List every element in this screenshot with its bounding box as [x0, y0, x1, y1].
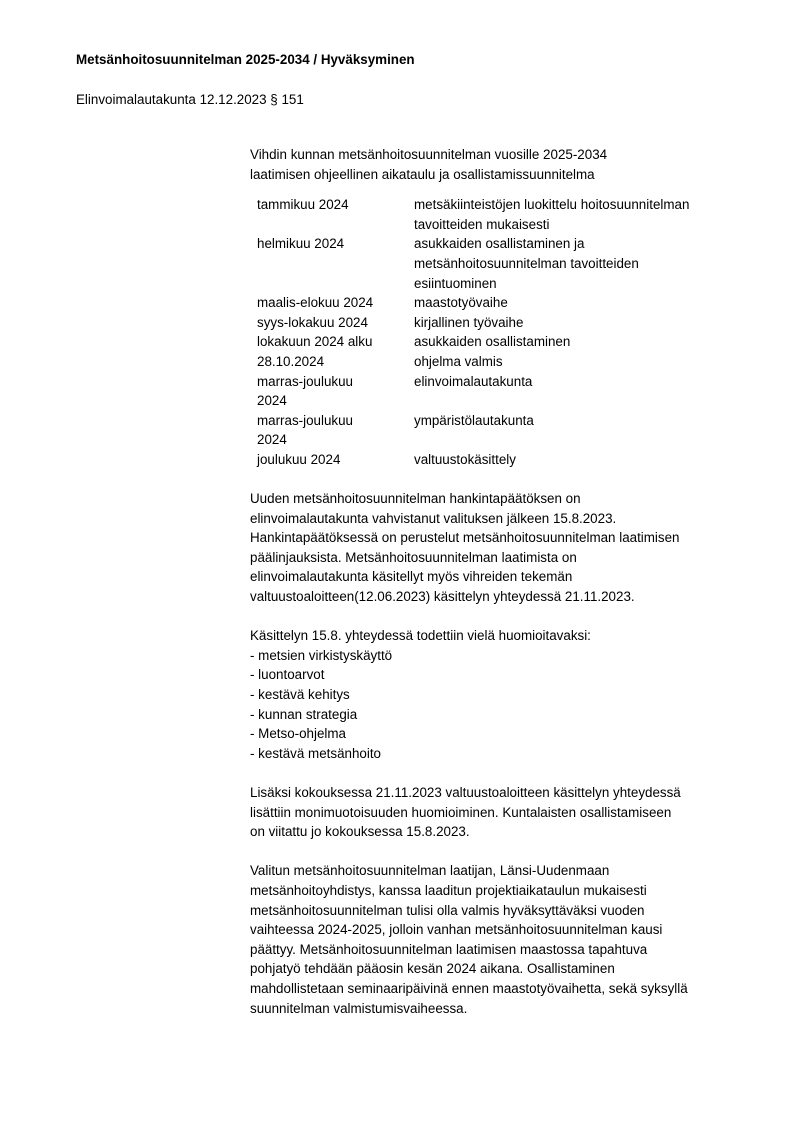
schedule-date: marras-joulukuu 2024: [257, 373, 354, 409]
schedule-date: 28.10.2024: [257, 353, 325, 369]
paragraph-spacer: [250, 842, 740, 862]
paragraph-line: lisättiin monimuotoisuuden huomioiminen. Kuntalaisten osallistamiseen: [250, 804, 672, 820]
document-body: [250, 145, 740, 1018]
meeting-reference: Elinvoimalautakunta 12.12.2023 § 151: [76, 92, 304, 107]
schedule-row: [257, 372, 734, 411]
schedule-row: [257, 332, 734, 352]
schedule-date: syys-lokakuu 2024: [257, 314, 368, 330]
paragraph-line: metsänhoitoyhdistys, kanssa laaditun projektiaikataulun mukaisesti: [250, 882, 647, 898]
schedule-row: [257, 411, 734, 450]
schedule-date: maalis-elokuu 2024: [257, 295, 374, 311]
intro-line: Vihdin kunnan metsänhoitosuunnitelman vuosille 2025-2034: [250, 147, 608, 162]
timeline-paragraph: [250, 861, 740, 1018]
schedule-task: asukkaiden osallistaminen: [414, 334, 571, 350]
paragraph-line: suunnitelman valmistumisvaiheessa.: [250, 1000, 468, 1016]
paragraph-spacer: [250, 763, 740, 783]
list-item: - metsien virkistyskäyttö: [250, 647, 393, 663]
schedule-row: [257, 195, 734, 234]
schedule-task: elinvoimalautakunta: [414, 373, 533, 389]
list-item: - kestävä metsänhoito: [250, 745, 381, 761]
schedule-task: kirjallinen työvaihe: [414, 314, 524, 330]
schedule-table: [257, 195, 734, 469]
paragraph-line: päälinjauksista. Metsänhoitosuunnitelman laatimista on: [250, 549, 577, 565]
schedule-row: [257, 450, 734, 470]
schedule-task: maastotyövaihe: [414, 295, 508, 311]
paragraph-line: pohjatyö tehdään pääosin kesän 2024 aikana. Osallistaminen: [250, 961, 615, 977]
intro-paragraph: [250, 145, 740, 184]
schedule-row: [257, 313, 734, 333]
paragraph-line: valtuustoaloitteen(12.06.2023) käsittelyn yhteydessä 21.11.2023.: [250, 589, 635, 605]
schedule-date: tammikuu 2024: [257, 197, 349, 213]
paragraph-line: Lisäksi kokouksessa 21.11.2023 valtuustoaloitteen käsittelyn yhteydessä: [250, 785, 681, 800]
list-item: - luontoarvot: [250, 667, 325, 683]
paragraph-line: Hankintapäätöksessä on perustelut metsänhoitosuunnitelman laatimisen: [250, 530, 680, 546]
list-item: - kunnan strategia: [250, 706, 358, 722]
schedule-date: joulukuu 2024: [257, 451, 341, 467]
schedule-task: ohjelma valmis: [414, 353, 503, 369]
paragraph-line: on viitattu jo kokouksessa 15.8.2023.: [250, 824, 470, 840]
paragraph-line: Valitun metsänhoitosuunnitelman laatijan, Länsi-Uudenmaan: [250, 863, 610, 879]
paragraph-line: Uuden metsänhoitosuunnitelman hankintapäätöksen on: [250, 491, 581, 507]
paragraph-spacer: [250, 607, 740, 627]
schedule-task: asukkaiden osallistaminen ja metsänhoitosuunnitelman tavoitteiden esiintuominen: [414, 236, 639, 291]
schedule-row: [257, 352, 734, 372]
schedule-task: valtuustokäsittely: [414, 451, 516, 467]
schedule-date: helmikuu 2024: [257, 236, 345, 252]
paragraph-line: elinvoimalautakunta käsitellyt myös vihreiden tekemän: [250, 569, 573, 585]
schedule-row: [257, 234, 734, 293]
considerations-list: [250, 646, 740, 764]
paragraph-line: elinvoimalautakunta vahvistanut valituksen jälkeen 15.8.2023.: [250, 510, 617, 526]
schedule-date: marras-joulukuu 2024: [257, 412, 354, 448]
paragraph-spacer: [250, 470, 740, 490]
list-item: - kestävä kehitys: [250, 687, 350, 703]
paragraph-line: mahdollistetaan seminaaripäivinä ennen maastotyövaihetta, sekä syksyllä: [250, 980, 688, 996]
schedule-row: [257, 293, 734, 313]
intro-line: laatimisen ohjeellinen aikataulu ja osallistamissuunnitelma: [250, 166, 595, 182]
paragraph-line: metsänhoitosuunnitelman tulisi olla valmis hyväksyttäväksi vuoden: [250, 902, 645, 918]
schedule-task: ympäristölautakunta: [414, 412, 534, 428]
list-item: - Metso-ohjelma: [250, 726, 346, 742]
procurement-paragraph: [250, 489, 740, 607]
paragraph-line: päättyy. Metsänhoitosuunnitelman laatimisen maastossa tapahtuva: [250, 941, 648, 957]
additions-paragraph: [250, 783, 740, 842]
considerations-intro: Käsittelyn 15.8. yhteydessä todettiin vielä huomioitavaksi:: [250, 628, 591, 644]
page-title: Metsänhoitosuunnitelman 2025-2034 / Hyväksyminen: [76, 52, 415, 67]
schedule-task: metsäkiinteistöjen luokittelu hoitosuunnitelman tavoitteiden mukaisesti: [414, 197, 690, 232]
schedule-date: lokakuun 2024 alku: [257, 334, 373, 350]
paragraph-line: vaihteessa 2024-2025, jolloin vanhan metsänhoitosuunnitelman kausi: [250, 922, 663, 938]
